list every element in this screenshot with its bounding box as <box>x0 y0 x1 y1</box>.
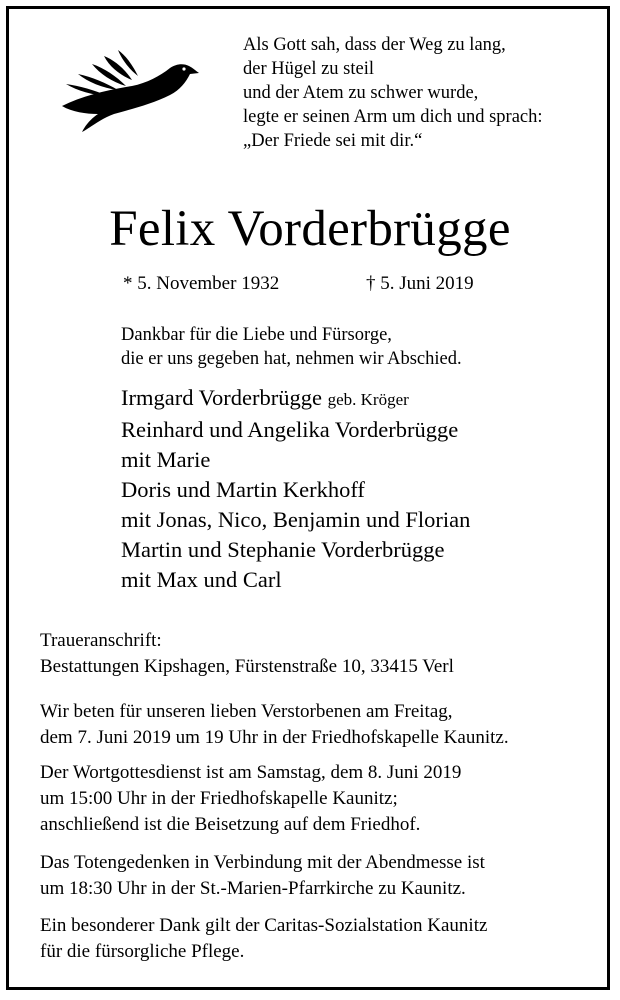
maiden-name: geb. Kröger <box>327 390 409 409</box>
paragraph-line: Das Totengedenken in Verbindung mit der Abendmesse ist <box>40 852 485 873</box>
poem-line: „Der Friede sei mit dir.“ <box>243 131 423 151</box>
mourner-line: Martin und Stephanie Vorderbrügge <box>121 537 445 562</box>
mourners-list <box>121 383 470 595</box>
paragraph-line: Ein besonderer Dank gilt der Caritas-Sozialstation Kaunitz <box>40 915 488 936</box>
service-paragraph <box>40 760 461 838</box>
mourner-line <box>121 383 470 415</box>
mourner-name: Irmgard Vorderbrügge <box>121 385 322 410</box>
paragraph-line: um 18:30 Uhr in der St.-Marien-Pfarrkirche zu Kaunitz. <box>40 878 466 899</box>
mourner-line: Reinhard und Angelika Vorderbrügge <box>121 417 459 442</box>
mourning-address <box>40 628 454 680</box>
mourner-line: mit Max und Carl <box>121 567 282 592</box>
poem <box>243 33 603 153</box>
paragraph-line: Wir beten für unseren lieben Verstorbenen am Freitag, <box>40 701 453 722</box>
poem-line: der Hügel zu steil <box>243 59 374 79</box>
prayer-paragraph <box>40 699 509 751</box>
poem-line: Als Gott sah, dass der Weg zu lang, <box>243 35 506 55</box>
address-label: Traueranschrift: <box>40 630 162 651</box>
paragraph-line: für die fürsorgliche Pflege. <box>40 941 245 962</box>
gratitude-paragraph <box>40 913 487 965</box>
thanks-text <box>121 323 462 371</box>
poem-line: legte er seinen Arm um dich und sprach: <box>243 107 543 127</box>
paragraph-line: Der Wortgottesdienst ist am Samstag, dem 8. Juni 2019 <box>40 762 462 783</box>
paragraph-line: dem 7. Juni 2019 um 19 Uhr in der Friedhofskapelle Kaunitz. <box>40 727 509 748</box>
thanks-line: Dankbar für die Liebe und Fürsorge, <box>121 325 392 345</box>
dove-icon <box>52 46 202 136</box>
address-line: Bestattungen Kipshagen, Fürstenstraße 10, 33415 Verl <box>40 656 454 677</box>
paragraph-line: um 15:00 Uhr in der Friedhofskapelle Kaunitz; <box>40 788 398 809</box>
poem-line: und der Atem zu schwer wurde, <box>243 83 479 103</box>
mourner-line: mit Marie <box>121 447 211 472</box>
deceased-name: Felix Vorderbrügge <box>109 201 511 257</box>
thanks-line: die er uns gegeben hat, nehmen wir Abschied. <box>121 349 462 369</box>
paragraph-line: anschließend ist die Beisetzung auf dem Friedhof. <box>40 814 421 835</box>
birth-date: * 5. November 1932 <box>123 273 280 294</box>
mourner-line: mit Jonas, Nico, Benjamin und Florian <box>121 507 471 532</box>
death-date: † 5. Juni 2019 <box>366 273 474 294</box>
mourner-line: Doris und Martin Kerkhoff <box>121 477 365 502</box>
memorial-paragraph <box>40 850 485 902</box>
